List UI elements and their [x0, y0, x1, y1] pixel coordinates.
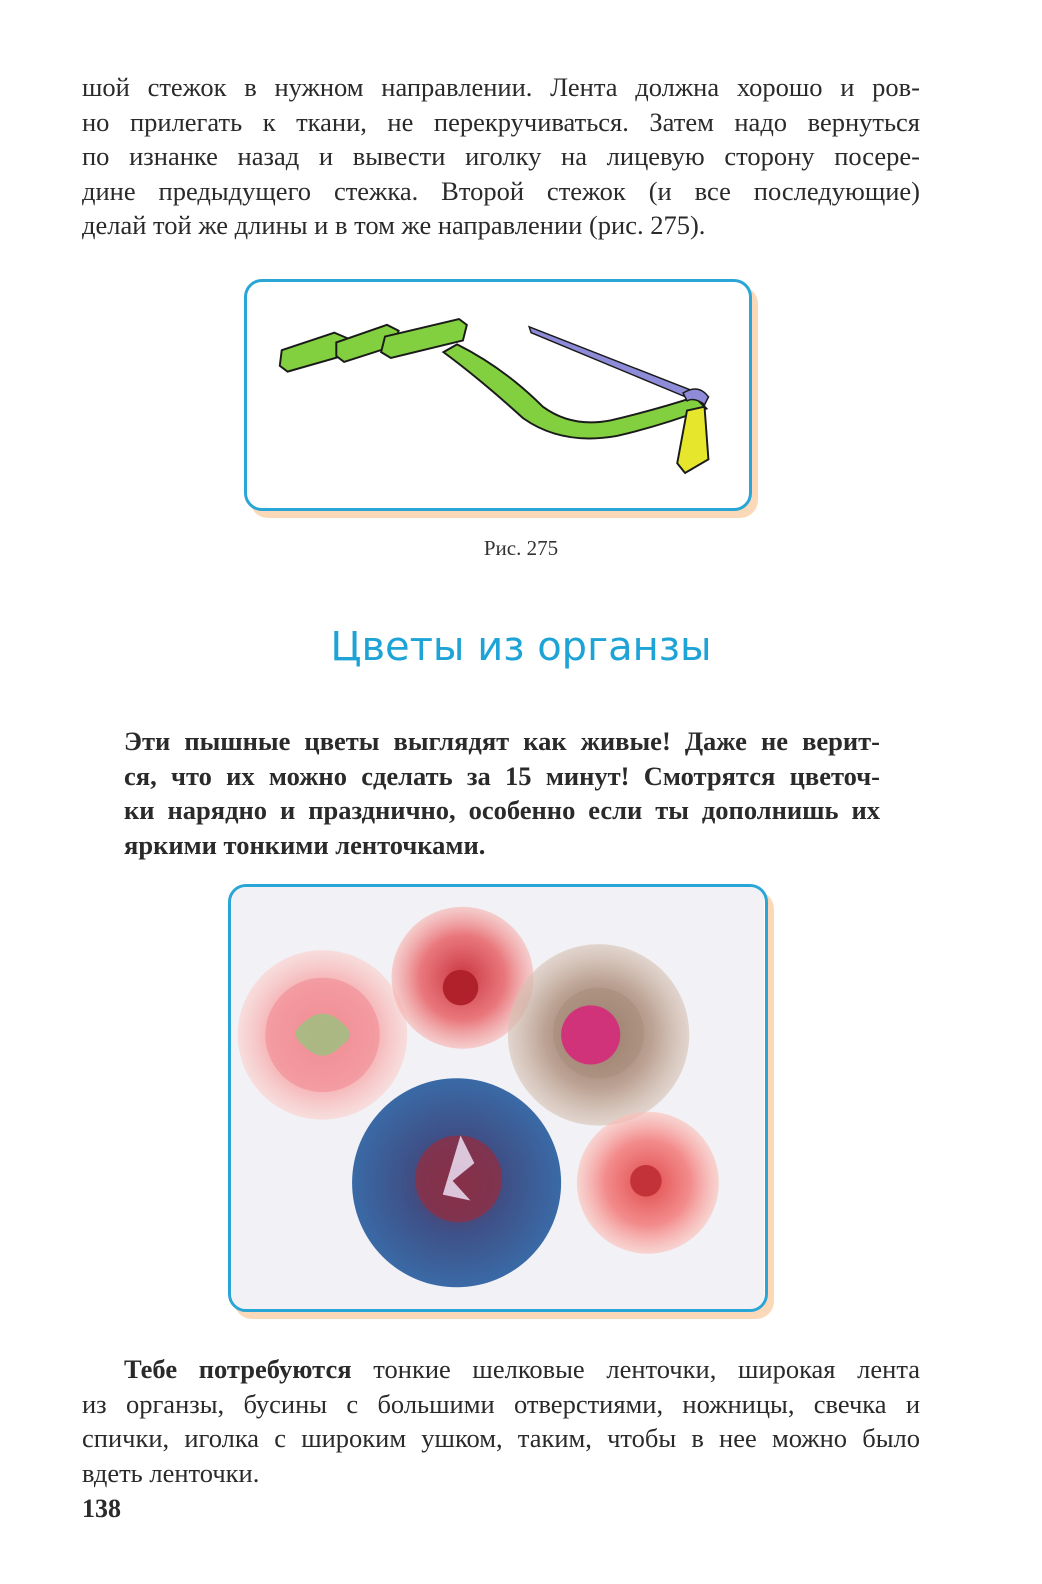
page-number: 138 [82, 1494, 121, 1523]
text-line: шой стежок в нужном направлении. Лента должна хорошо и ров- [82, 72, 920, 102]
text-line: спички, иголка с широким ушком, таким, чтобы в нее можно было [82, 1423, 920, 1453]
materials-paragraph [82, 1352, 920, 1490]
text-fragment: тонкие шелковые ленточки, широкая лента [351, 1354, 920, 1384]
text-line: ся, что их можно сделать за 15 минут! Смотрятся цветоч- [124, 760, 880, 791]
needle-shape [529, 327, 708, 405]
ribbon-stitch-illustration [247, 282, 749, 508]
text-line: вдеть ленточки. [82, 1457, 260, 1488]
brown-organza-flower [508, 944, 689, 1125]
section-title: Цветы из органзы [330, 624, 712, 670]
text-line [82, 1352, 920, 1387]
top-paragraph [82, 70, 920, 243]
flowers-photo-frame [228, 884, 768, 1312]
lead-text: Тебе потребуются [124, 1354, 352, 1384]
text-line: по изнанке назад и вывести иголку на лицевую сторону посере- [82, 141, 920, 171]
text-line: дине предыдущего стежка. Второй стежок (и все последующие) [82, 175, 920, 206]
intro-paragraph [124, 724, 880, 862]
stitch-illustration-frame [244, 279, 752, 511]
ribbon-strand [443, 344, 706, 438]
text-line: ки нарядно и празднично, особенно если ты дополнишь их [124, 795, 880, 825]
text-line: из органзы, бусины с большими отверстиями, ножницы, свечка и [82, 1388, 920, 1419]
text-line: но прилегать к ткани, не перекручиваться. Затем надо вернуться [82, 106, 920, 137]
text-line: делай той же длины и в том же направлении (рис. 275). [82, 210, 706, 240]
figure-caption: Рис. 275 [483, 536, 559, 560]
pink-organza-flower [238, 950, 408, 1120]
blue-organza-flower [352, 1078, 561, 1287]
text-line: Эти пышные цветы выглядят как живые! Даже не верит- [124, 726, 880, 756]
coral-organza-flower [577, 1112, 719, 1254]
organza-flowers-photo [231, 887, 765, 1309]
text-line: яркими тонкими ленточками. [124, 829, 486, 860]
